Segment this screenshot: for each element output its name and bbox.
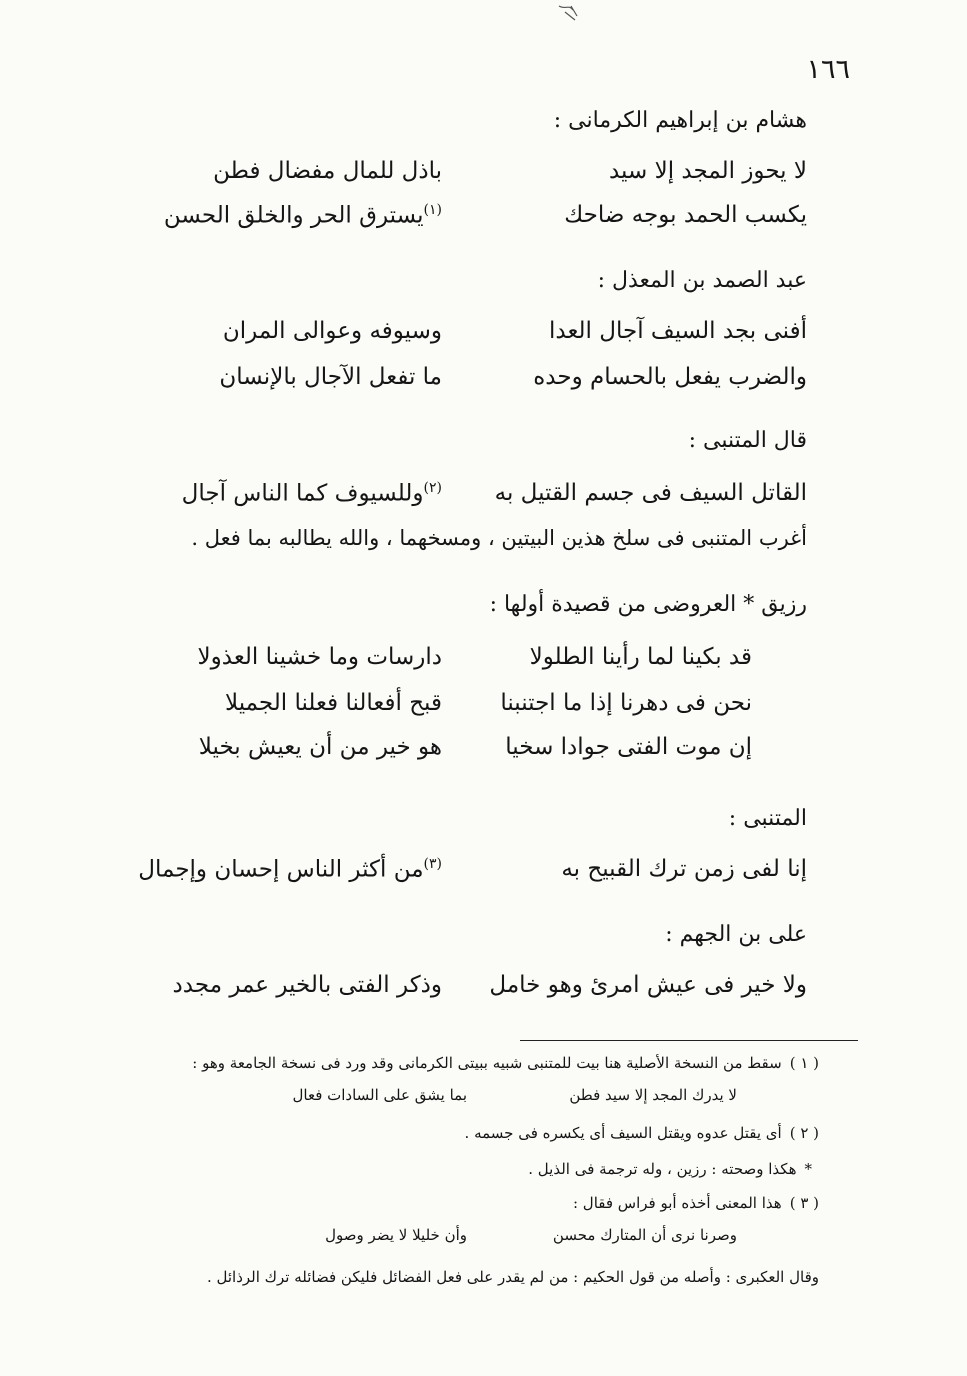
verse-hemistich-left: وذكر الفتى بالخير عمر مجدد — [172, 972, 442, 998]
footnote — [99, 1194, 819, 1212]
footnote — [99, 1268, 819, 1286]
verse-hemistich-right: قد بكينا لما رأينا الطلولا — [529, 644, 752, 670]
verse-hemistich-left: وسيوفه وعوالى المران — [222, 318, 442, 344]
footnote — [92, 1160, 812, 1178]
verse-hemistich-right: ولا خير فى عيش امرئ وهو خامل — [489, 972, 807, 998]
verse-hemistich-left: $^{(١)}$يسترق الحر والخلق الحسن — [163, 202, 442, 229]
verse-hemistich-right: والضرب يفعل بالحسام وحده — [533, 364, 807, 390]
pen-mark — [555, 2, 583, 24]
section-heading: المتنبى : — [728, 806, 807, 831]
verse-hemistich-right: إن موت الفتى جوادا سخيا — [505, 734, 752, 760]
verse-hemistich-left: باذل للمال مفضال فطن — [213, 158, 442, 184]
verse-hemistich-right: لا يحوز المجد إلا سيد — [608, 158, 807, 184]
footnote-verse-left: وأن خليلا لا يضر وصول — [325, 1226, 467, 1244]
verse-hemistich-left: $^{(٣)}$من أكثر الناس إحسان وإجمال — [138, 856, 442, 883]
footnote — [99, 1124, 819, 1142]
verse-hemistich-right: أفنى بجد السيف آجال العدا — [548, 318, 807, 344]
footnote-number: ( ٢ ) — [789, 1124, 819, 1142]
verse-hemistich-right: القاتل السيف فى جسم القتيل به — [494, 480, 807, 506]
verse-hemistich-left: $^{(٢)}$وللسيوف كما الناس آجال — [181, 480, 442, 507]
verse-hemistich-right: يكسب الحمد بوجه ضاحك — [564, 202, 807, 228]
footnote-number: ( ٣ ) — [789, 1194, 819, 1212]
footnote-text: وقال العكبرى : وأصله من قول الحكيم : من لم يقدر على فعل الفضائل فليكن فضائله ترك الرذائل . — [206, 1268, 819, 1286]
section-heading: قال المتنبى : — [688, 428, 807, 453]
section-heading: على بن الجهم : — [665, 922, 807, 947]
section-heading: رزيق * العروضى من قصيدة أولها : — [489, 592, 807, 617]
verse-hemistich-left: دارسات وما خشينا العذولا — [197, 644, 442, 670]
footnote-number: ( ١ ) — [789, 1054, 819, 1072]
footnote-ref: (٢) — [423, 480, 442, 496]
section-heading: هشام بن إبراهيم الكرمانى : — [553, 108, 807, 133]
page-number: ١٦٦ — [806, 54, 850, 85]
footnote-text: هذا المعنى أخذه أبو فراس فقال : — [572, 1194, 782, 1212]
footnote-verse-right: وصرنا نرى أن المتارك محسن — [552, 1226, 737, 1244]
footnote-text: هكذا وصحته : رزين ، وله ترجمة فى الذيل . — [528, 1160, 797, 1178]
footnote-text: أى يقتل عدوه ويقتل السيف أى يكسره فى جسمه . — [464, 1124, 782, 1142]
footnote-text: سقط من النسخة الأصلية هنا بيت للمتنبى شبيه ببيتى الكرمانى وقد ورد فى نسخة الجامعة وهو : — [192, 1054, 782, 1072]
footnote-ref: (٣) — [423, 856, 442, 872]
verse-hemistich-left: هو خير من أن يعيش بخيلا — [198, 734, 442, 760]
footnote — [99, 1054, 819, 1072]
footnote-number: * — [804, 1160, 812, 1178]
footnote-verse-left: بما يشق على السادات فعال — [292, 1086, 467, 1104]
verse-hemistich-left: ما تفعل الآجال بالإنسان — [219, 364, 442, 390]
footnote-separator — [520, 1040, 858, 1041]
verse-hemistich-right: نحن فى دهرنا إذا ما اجتنبنا — [500, 690, 752, 716]
section-heading: عبد الصمد بن المعذل : — [597, 268, 807, 293]
footnote-verse-right: لا يدرك المجد إلا سيد فطن — [569, 1086, 737, 1104]
verse-hemistich-right: إنا لفى زمن ترك القبيح به — [561, 856, 807, 882]
prose-comment: أغرب المتنبى فى سلخ هذين البيتين ، ومسخهما ، والله يطالبه بما فعل . — [191, 526, 807, 550]
footnote-ref: (١) — [423, 202, 442, 218]
verse-hemistich-left: قبح أفعالنا فعلنا الجميلا — [224, 690, 442, 716]
